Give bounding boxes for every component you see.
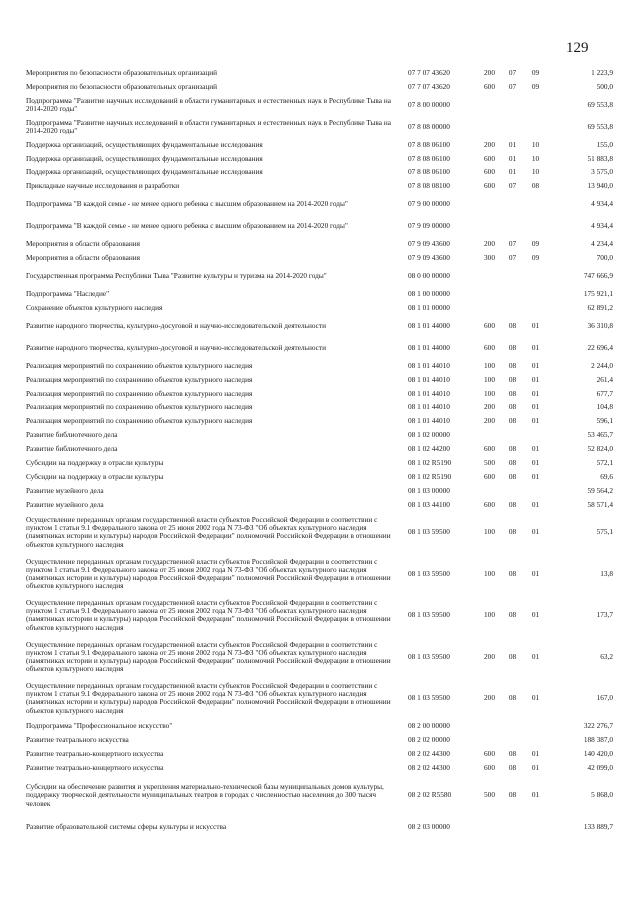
row-section: 08 [508, 444, 517, 454]
table-row [26, 442, 613, 456]
row-expense-type: 600 [484, 153, 495, 163]
row-subsection: 10 [531, 139, 540, 149]
row-code: 07 9 09 43600 [408, 253, 450, 263]
row-expense-type: 600 [484, 342, 495, 352]
row-section: 08 [508, 693, 517, 703]
row-name: Осуществление переданных органам государственной власти субъектов Российской Федерации в соответствии с пунктом 1 статьи 9.1 Федерального закона от 25 июня 2002 года N 73-ФЗ "Об объектах культурного наследия (памятниках истории и культуры) народов Российской Федерации" полномочий Российской Федерации в отношении объектов культурного наследия [26, 556, 391, 591]
row-subsection: 01 [531, 568, 540, 578]
row-name: Мероприятия по безопасности образовательных организаций [26, 67, 218, 77]
row-subsection [524, 287, 547, 301]
row-section: 08 [508, 342, 517, 352]
row-code: 08 2 00 00000 [408, 721, 450, 731]
table-row [26, 470, 613, 484]
row-subsection: 01 [531, 748, 540, 758]
row-subsection: 09 [531, 67, 540, 77]
row-section: 08 [508, 457, 517, 467]
row-subsection [524, 816, 547, 838]
row-code: 07 8 08 06100 [408, 167, 450, 177]
row-amount: 575,1 [596, 527, 613, 537]
row-code: 08 2 03 00000 [408, 822, 450, 832]
table-row [26, 414, 613, 428]
row-amount: 59 564,2 [587, 485, 613, 495]
row-expense-type [478, 484, 501, 498]
row-subsection: 01 [531, 762, 540, 772]
row-code: 08 1 02 44200 [408, 444, 450, 454]
row-amount: 677,7 [596, 388, 613, 398]
row-section: 07 [508, 81, 517, 91]
row-name: Государственная программа Республики Тыва "Развитие культуры и туризма на 2014-2020 годы" [26, 271, 327, 281]
row-name: Развитие театрального искусства [26, 734, 129, 744]
row-expense-type: 500 [484, 457, 495, 467]
table-row [26, 761, 613, 775]
row-expense-type: 200 [484, 239, 495, 249]
row-expense-type: 600 [484, 81, 495, 91]
page-number: 129 [566, 40, 589, 56]
row-name: Развитие библиотечного дела [26, 430, 118, 440]
row-code: 08 2 02 00000 [408, 734, 450, 744]
row-name: Подпрограмма "В каждой семье - не менее одного ребенка с высшим образованием на 2014-2020 годы" [26, 199, 348, 209]
row-section: 08 [508, 374, 517, 384]
row-subsection: 01 [531, 342, 540, 352]
row-expense-type: 300 [484, 253, 495, 263]
table-row [26, 636, 613, 678]
row-code: 08 2 02 R5580 [408, 790, 452, 800]
row-amount: 3 575,0 [591, 167, 613, 177]
row-amount: 500,0 [596, 81, 613, 91]
row-amount: 62 891,2 [587, 302, 613, 312]
row-amount: 42 099,0 [587, 762, 613, 772]
row-expense-type: 500 [484, 790, 495, 800]
table-row [26, 401, 613, 415]
row-code: 07 8 08 08100 [408, 181, 450, 191]
row-amount: 4 934,4 [591, 221, 613, 231]
table-row [26, 166, 613, 180]
row-section: 08 [508, 320, 517, 330]
row-amount: 322 276,7 [583, 721, 613, 731]
row-code: 07 8 00 00000 [408, 99, 450, 109]
row-expense-type: 600 [484, 320, 495, 330]
row-subsection: 01 [531, 693, 540, 703]
row-expense-type [478, 215, 501, 237]
row-code: 07 8 08 06100 [408, 139, 450, 149]
table-row [26, 359, 613, 373]
row-code: 08 1 02 00000 [408, 430, 450, 440]
table-row [26, 595, 613, 637]
row-section [501, 193, 524, 215]
row-expense-type: 100 [484, 374, 495, 384]
table-row [26, 719, 613, 733]
table-row [26, 116, 613, 138]
row-section [501, 94, 524, 116]
row-name: Реализация мероприятий по сохранению объектов культурного наследия [26, 402, 253, 412]
row-expense-type [478, 719, 501, 733]
row-expense-type [478, 265, 501, 287]
row-code: 08 1 01 44010 [408, 388, 450, 398]
row-subsection [524, 193, 547, 215]
row-section: 07 [508, 239, 517, 249]
row-subsection: 01 [531, 471, 540, 481]
row-expense-type: 100 [484, 610, 495, 620]
table-row [26, 816, 613, 838]
row-subsection [524, 215, 547, 237]
row-expense-type [478, 287, 501, 301]
row-section: 08 [508, 610, 517, 620]
row-section: 08 [508, 388, 517, 398]
row-expense-type: 200 [484, 416, 495, 426]
row-section: 08 [508, 360, 517, 370]
row-expense-type: 200 [484, 651, 495, 661]
row-amount: 4 934,4 [591, 199, 613, 209]
table-row [26, 733, 613, 747]
table-row [26, 456, 613, 470]
row-amount: 58 571,4 [587, 499, 613, 509]
row-name: Мероприятия по безопасности образовательных организаций [26, 81, 218, 91]
row-code: 07 8 08 00000 [408, 121, 450, 131]
row-name: Реализация мероприятий по сохранению объектов культурного наследия [26, 388, 253, 398]
row-amount: 747 666,9 [583, 271, 613, 281]
row-subsection: 01 [531, 499, 540, 509]
row-section [501, 719, 524, 733]
row-amount: 155,0 [596, 139, 613, 149]
row-subsection: 01 [531, 388, 540, 398]
row-code: 08 1 01 44010 [408, 402, 450, 412]
row-subsection: 10 [531, 153, 540, 163]
row-name: Развитие театрально-концертного искусства [26, 762, 164, 772]
row-name: Субсидии на поддержку в отрасли культуры [26, 471, 164, 481]
table-row [26, 152, 613, 166]
row-name: Прикладные научные исследования и разработки [26, 181, 180, 191]
table-row [26, 193, 613, 215]
row-name: Осуществление переданных органам государственной власти субъектов Российской Федерации в соответствии с пунктом 1 статьи 9.1 Федерального закона от 25 июня 2002 года N 73-ФЗ "Об объектах культурного наследия (памятниках истории и культуры) народов Российской Федерации" полномочий Российской Федерации в отношении объектов культурного наследия [26, 515, 391, 549]
row-amount: 69,6 [600, 471, 613, 481]
row-code: 08 1 03 59500 [408, 527, 450, 537]
row-code: 08 1 03 59500 [408, 610, 450, 620]
row-name: Подпрограмма "Развитие научных исследований в области гуманитарных и естественных наук в Республике Тыва на 2014-2020 годы" [26, 117, 391, 135]
row-amount: 63,2 [600, 651, 613, 661]
row-expense-type: 200 [484, 67, 495, 77]
row-name: Мероприятия в области образования [26, 253, 140, 263]
row-amount: 5 868,0 [591, 790, 613, 800]
table-row [26, 315, 613, 337]
row-name: Реализация мероприятий по сохранению объектов культурного наследия [26, 360, 253, 370]
row-section: 08 [508, 762, 517, 772]
row-name: Развитие народного творчества, культурно-досуговой и научно-исследовательской деятельности [26, 342, 327, 352]
row-amount: 2 244,0 [591, 360, 613, 370]
row-section: 08 [508, 651, 517, 661]
row-code: 07 9 09 00000 [408, 221, 450, 231]
row-expense-type: 100 [484, 527, 495, 537]
row-section [501, 116, 524, 138]
row-name: Осуществление переданных органам государственной власти субъектов Российской Федерации в соответствии с пунктом 1 статьи 9.1 Федерального закона от 25 июня 2002 года N 73-ФЗ "Об объектах культурного наследия (памятниках истории и культуры) народов Российской Федерации" полномочий Российской Федерации в отношении объектов культурного наследия [26, 598, 391, 632]
row-expense-type [478, 301, 501, 315]
row-subsection [524, 94, 547, 116]
row-code: 08 1 01 00000 [408, 302, 450, 312]
table-row [26, 678, 613, 720]
row-section: 08 [508, 416, 517, 426]
row-subsection: 01 [531, 416, 540, 426]
row-code: 07 7 07 43620 [408, 67, 450, 77]
row-code: 08 1 03 44100 [408, 499, 450, 509]
table-row [26, 484, 613, 498]
table-row [26, 498, 613, 512]
row-expense-type [478, 94, 501, 116]
row-amount: 104,8 [596, 402, 613, 412]
table-row [26, 301, 613, 315]
row-subsection: 01 [531, 444, 540, 454]
row-code: 07 8 08 06100 [408, 153, 450, 163]
row-subsection [524, 428, 547, 442]
row-code: 08 0 00 00000 [408, 271, 450, 281]
table-row [26, 179, 613, 193]
row-name: Подпрограмма "Профессиональное искусство" [26, 721, 173, 731]
row-section [501, 428, 524, 442]
row-code: 07 9 09 43600 [408, 239, 450, 249]
table-row [26, 373, 613, 387]
row-name: Поддержка организаций, осуществляющих фундаментальные исследования [26, 139, 263, 149]
row-name: Развитие образовательной системы сферы культуры и искусства [26, 822, 227, 832]
row-amount: 188 387,0 [583, 734, 613, 744]
table-row [26, 215, 613, 237]
table-row [26, 66, 613, 80]
row-amount: 36 310,8 [587, 320, 613, 330]
row-code: 08 1 03 00000 [408, 485, 450, 495]
row-section: 07 [508, 67, 517, 77]
row-amount: 173,7 [596, 610, 613, 620]
row-code: 08 1 01 44010 [408, 374, 450, 384]
row-name: Подпрограмма "Развитие научных исследований в области гуманитарных и естественных наук в Республике Тыва на 2014-2020 годы" [26, 95, 391, 113]
table-row [26, 287, 613, 301]
row-subsection: 08 [531, 181, 540, 191]
row-amount: 69 553,8 [587, 99, 613, 109]
row-code: 08 1 01 44010 [408, 360, 450, 370]
row-section: 08 [508, 748, 517, 758]
row-name: Подпрограмма "Наследие" [26, 288, 110, 298]
row-code: 08 2 02 44300 [408, 762, 450, 772]
budget-table [26, 66, 613, 838]
row-expense-type: 600 [484, 167, 495, 177]
row-amount: 700,0 [596, 253, 613, 263]
row-code: 08 1 02 R5190 [408, 471, 452, 481]
row-name: Осуществление переданных органам государственной власти субъектов Российской Федерации в соответствии с пунктом 1 статьи 9.1 Федерального закона от 25 июня 2002 года N 73-ФЗ "Об объектах культурного наследия (памятниках истории и культуры) народов Российской Федерации" полномочий Российской Федерации в отношении объектов культурного наследия [26, 639, 391, 674]
row-name: Развитие народного творчества, культурно-досуговой и научно-исследовательской деятельности [26, 320, 327, 330]
row-name: Поддержка организаций, осуществляющих фундаментальные исследования [26, 167, 263, 177]
row-section: 08 [508, 402, 517, 412]
row-code: 08 1 03 59500 [408, 651, 450, 661]
row-subsection: 01 [531, 527, 540, 537]
row-expense-type [478, 428, 501, 442]
row-section: 07 [508, 181, 517, 191]
row-subsection [524, 484, 547, 498]
row-subsection: 01 [531, 457, 540, 467]
table-row [26, 775, 613, 817]
row-expense-type: 200 [484, 402, 495, 412]
row-expense-type: 600 [484, 471, 495, 481]
row-subsection: 09 [531, 81, 540, 91]
row-amount: 167,0 [596, 693, 613, 703]
row-expense-type [478, 816, 501, 838]
row-amount: 69 553,8 [587, 121, 613, 131]
row-name: Субсидии на поддержку в отрасли культуры [26, 457, 164, 467]
row-section [501, 215, 524, 237]
table-row [26, 553, 613, 595]
row-name: Развитие театрально-концертного искусства [26, 748, 164, 758]
row-amount: 13 940,0 [587, 181, 613, 191]
row-name: Развитие музейного дела [26, 485, 104, 495]
row-subsection: 01 [531, 374, 540, 384]
row-amount: 140 420,0 [583, 748, 613, 758]
row-subsection [524, 719, 547, 733]
row-subsection: 09 [531, 239, 540, 249]
row-subsection: 01 [531, 610, 540, 620]
row-subsection: 01 [531, 651, 540, 661]
row-section [501, 287, 524, 301]
row-expense-type: 600 [484, 748, 495, 758]
row-section: 01 [508, 167, 517, 177]
row-code: 08 2 02 44300 [408, 748, 450, 758]
row-amount: 261,4 [596, 374, 613, 384]
row-name: Мероприятия в области образования [26, 239, 140, 249]
row-name: Подпрограмма "В каждой семье - не менее одного ребенка с высшим образованием на 2014-2020 годы" [26, 221, 348, 231]
row-subsection: 01 [531, 790, 540, 800]
row-expense-type [478, 733, 501, 747]
row-name: Поддержка организаций, осуществляющих фундаментальные исследования [26, 153, 263, 163]
row-expense-type: 200 [484, 139, 495, 149]
row-expense-type [478, 116, 501, 138]
table-row [26, 747, 613, 761]
row-expense-type: 600 [484, 181, 495, 191]
row-code: 08 1 03 59500 [408, 568, 450, 578]
row-expense-type: 600 [484, 444, 495, 454]
row-section: 08 [508, 499, 517, 509]
row-name: Реализация мероприятий по сохранению объектов культурного наследия [26, 416, 253, 426]
row-section: 08 [508, 568, 517, 578]
row-section [501, 484, 524, 498]
table-row [26, 237, 613, 251]
row-expense-type: 100 [484, 388, 495, 398]
row-code: 08 1 03 59500 [408, 693, 450, 703]
row-expense-type: 200 [484, 693, 495, 703]
row-subsection [524, 265, 547, 287]
row-expense-type [478, 193, 501, 215]
row-subsection: 01 [531, 402, 540, 412]
row-section [501, 301, 524, 315]
row-amount: 4 234,4 [591, 239, 613, 249]
row-code: 07 9 00 00000 [408, 199, 450, 209]
row-subsection: 09 [531, 253, 540, 263]
table-row [26, 428, 613, 442]
table-row [26, 387, 613, 401]
row-amount: 596,1 [596, 416, 613, 426]
row-amount: 51 883,8 [587, 153, 613, 163]
row-amount: 22 696,4 [587, 342, 613, 352]
row-subsection [524, 116, 547, 138]
row-section: 01 [508, 153, 517, 163]
table-row [26, 94, 613, 116]
row-amount: 1 223,9 [591, 67, 613, 77]
table-row [26, 512, 613, 554]
row-expense-type: 100 [484, 360, 495, 370]
row-name: Сохранение объектов культурного наследия [26, 302, 163, 312]
row-section: 08 [508, 527, 517, 537]
row-amount: 13,8 [600, 568, 613, 578]
row-expense-type: 600 [484, 499, 495, 509]
row-name: Осуществление переданных органам государственной власти субъектов Российской Федерации в соответствии с пунктом 1 статьи 9.1 Федерального закона от 25 июня 2002 года N 73-ФЗ "Об объектах культурного наследия (памятниках истории и культуры) народов Российской Федерации" полномочий Российской Федерации в отношении объектов культурного наследия [26, 681, 391, 715]
row-section: 08 [508, 471, 517, 481]
row-amount: 572,1 [596, 457, 613, 467]
row-subsection: 10 [531, 167, 540, 177]
table-row [26, 80, 613, 94]
row-section: 07 [508, 253, 517, 263]
table-row [26, 337, 613, 359]
row-name: Развитие библиотечного дела [26, 444, 118, 454]
row-amount: 133 889,7 [583, 822, 613, 832]
row-section: 01 [508, 139, 517, 149]
row-amount: 52 824,0 [587, 444, 613, 454]
row-amount: 175 921,1 [583, 288, 613, 298]
row-code: 08 1 01 44000 [408, 342, 450, 352]
row-expense-type: 600 [484, 762, 495, 772]
row-code: 08 1 00 00000 [408, 288, 450, 298]
table-row [26, 138, 613, 152]
row-amount: 53 465,7 [587, 430, 613, 440]
row-subsection [524, 301, 547, 315]
row-code: 08 1 01 44000 [408, 320, 450, 330]
row-subsection [524, 733, 547, 747]
table-row [26, 251, 613, 265]
row-subsection: 01 [531, 360, 540, 370]
row-code: 08 1 02 R5190 [408, 457, 452, 467]
row-expense-type: 100 [484, 568, 495, 578]
row-section [501, 733, 524, 747]
row-code: 08 1 01 44010 [408, 416, 450, 426]
row-code: 07 7 07 43620 [408, 81, 450, 91]
row-name: Развитие музейного дела [26, 499, 104, 509]
row-section [501, 816, 524, 838]
budget-table-body [26, 66, 613, 838]
row-section [501, 265, 524, 287]
row-name: Субсидии на обеспечение развития и укрепления материально-технической базы муниципальных домов культуры, поддержку творческой деятельности муниципальных театров в городах с численностью населения до 300 тысяч человек [26, 782, 384, 808]
row-subsection: 01 [531, 320, 540, 330]
table-row [26, 265, 613, 287]
row-name: Реализация мероприятий по сохранению объектов культурного наследия [26, 374, 253, 384]
row-section: 08 [508, 790, 517, 800]
